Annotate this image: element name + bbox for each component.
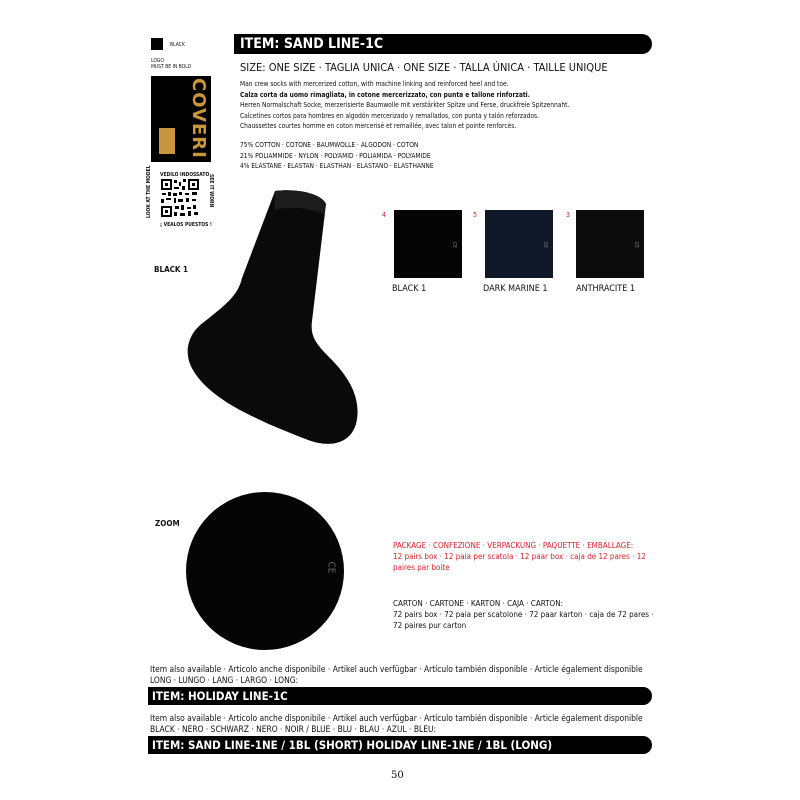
item-title: ITEM: SAND LINE-1C xyxy=(240,36,384,52)
color-name: BLACK 1 xyxy=(392,284,427,294)
color-code: 4 xyxy=(382,211,387,219)
description-en: Man crew socks with mercerized cotton, with machine linking and reinforced heel and toe. xyxy=(240,80,509,88)
package-text: 12 pairs box · 12 paia per scatola · 12 paar box · caja de 12 pares · 12 paires par boite xyxy=(393,552,646,572)
zoom-circle xyxy=(186,492,344,650)
color-code: 3 xyxy=(566,211,571,219)
zoom-brand-mark: CE xyxy=(325,561,337,574)
color-code: 5 xyxy=(473,211,478,219)
also-available-text-2: Item also available · Articolo anche disponibile · Artikel auch verfügbar · Artículo también disponible · Article également disponible BLACK · NERO · SCHWARZ · NERO · NOIR / BLUE · BLU · BLAU · AZUL · BLEU: xyxy=(150,713,643,734)
holiday-line-banner xyxy=(148,687,652,705)
composition-list xyxy=(240,140,434,172)
page-number: 50 xyxy=(391,770,404,781)
composition-line: 75% COTTON · COTONE · BAUMWOLLE · ALGODON · COTON xyxy=(240,141,419,149)
item-title-banner xyxy=(234,34,652,54)
zoom-label: ZOOM xyxy=(155,519,180,528)
qr-side-right-text: SEE IT WORN xyxy=(208,174,214,208)
brand-mark-icon: CE xyxy=(632,242,639,248)
logo-note: LOGO MUST BE IN BOLD xyxy=(151,58,192,70)
sock-image xyxy=(180,186,365,452)
description-de: Herren Normalschaft Socke, merzerisierte Baumwolle mit verstärkter Spitze und Ferse, druckfreie Spitzennaht. xyxy=(240,101,570,109)
logo-gold-accent xyxy=(159,128,175,154)
brand-logo xyxy=(151,76,211,162)
color-name: DARK MARINE 1 xyxy=(483,284,548,294)
brand-mark-icon: CE xyxy=(450,242,457,248)
main-color-label: BLACK 1 xyxy=(154,265,189,274)
sand-line-variants-title: ITEM: SAND LINE-1NE / 1BL (SHORT) HOLIDAY LINE-1NE / 1BL (LONG) xyxy=(152,738,553,752)
package-info xyxy=(393,540,655,573)
also-available-text-1: Item also available · Articolo anche disponibile · Artikel auch verfügbar · Artículo también disponible · Article également disponible LONG · LUNGO · LANG · LARGO · LONG: xyxy=(150,664,643,685)
qr-top-text: VEDILO INDOSSATO xyxy=(160,172,210,178)
logo-brand-text: COVERI xyxy=(188,78,209,159)
swatch-label: BLACK xyxy=(170,42,185,48)
composition-line: 4% ELASTANE · ELASTAN · ELASTHAN · ELASTANO · ELASTHANNE xyxy=(240,162,434,170)
description-fr: Chaussettes courtes homme en coton mercerisé et remaillée, avec talon et pointe renforcés. xyxy=(240,122,517,130)
color-swatch xyxy=(576,210,644,278)
brand-mark-icon: CE xyxy=(541,242,548,248)
qr-side-left-text: LOOK AT THE MODEL xyxy=(146,165,152,218)
size-line: SIZE: ONE SIZE · TAGLIA UNICA · ONE SIZE · TALLA ÚNICA · TAILLE UNIQUE xyxy=(240,61,608,74)
carton-title: CARTON · CARTONE · KARTON · CAJA · CARTON: xyxy=(393,599,564,608)
color-name: ANTHRACITE 1 xyxy=(576,284,636,294)
color-swatch xyxy=(485,210,553,278)
composition-line: 21% POLIAMMIDE · NYLON · POLYAMID · POLIAMIDA · POLYAMIDE xyxy=(240,151,431,160)
black-color-swatch xyxy=(151,38,163,50)
sand-line-variants-banner xyxy=(148,736,652,754)
qr-bottom-text: ¡ VEALOS PUESTOS ! xyxy=(160,222,212,228)
color-swatch xyxy=(394,210,462,278)
holiday-line-title: ITEM: HOLIDAY LINE-1C xyxy=(152,689,288,703)
description-es: Calcetines cortos para hombres en algodón mercerizado y remallados, con punta y talón reforzados. xyxy=(240,111,540,120)
description-it: Calza corta da uomo rimagliata, in cotone mercerizzato, con punta e tallone rinforzati. xyxy=(240,90,530,99)
item-descriptions xyxy=(240,79,652,132)
carton-info xyxy=(393,598,655,631)
package-title: PACKAGE · CONFEZIONE · VERPACKUNG · PAQUETTE · EMBALLAGE: xyxy=(393,541,634,550)
carton-text: 72 pairs box · 72 paia per scatolone · 72 paar karton · caja de 72 pares · 72 paires pur carton xyxy=(393,610,654,630)
